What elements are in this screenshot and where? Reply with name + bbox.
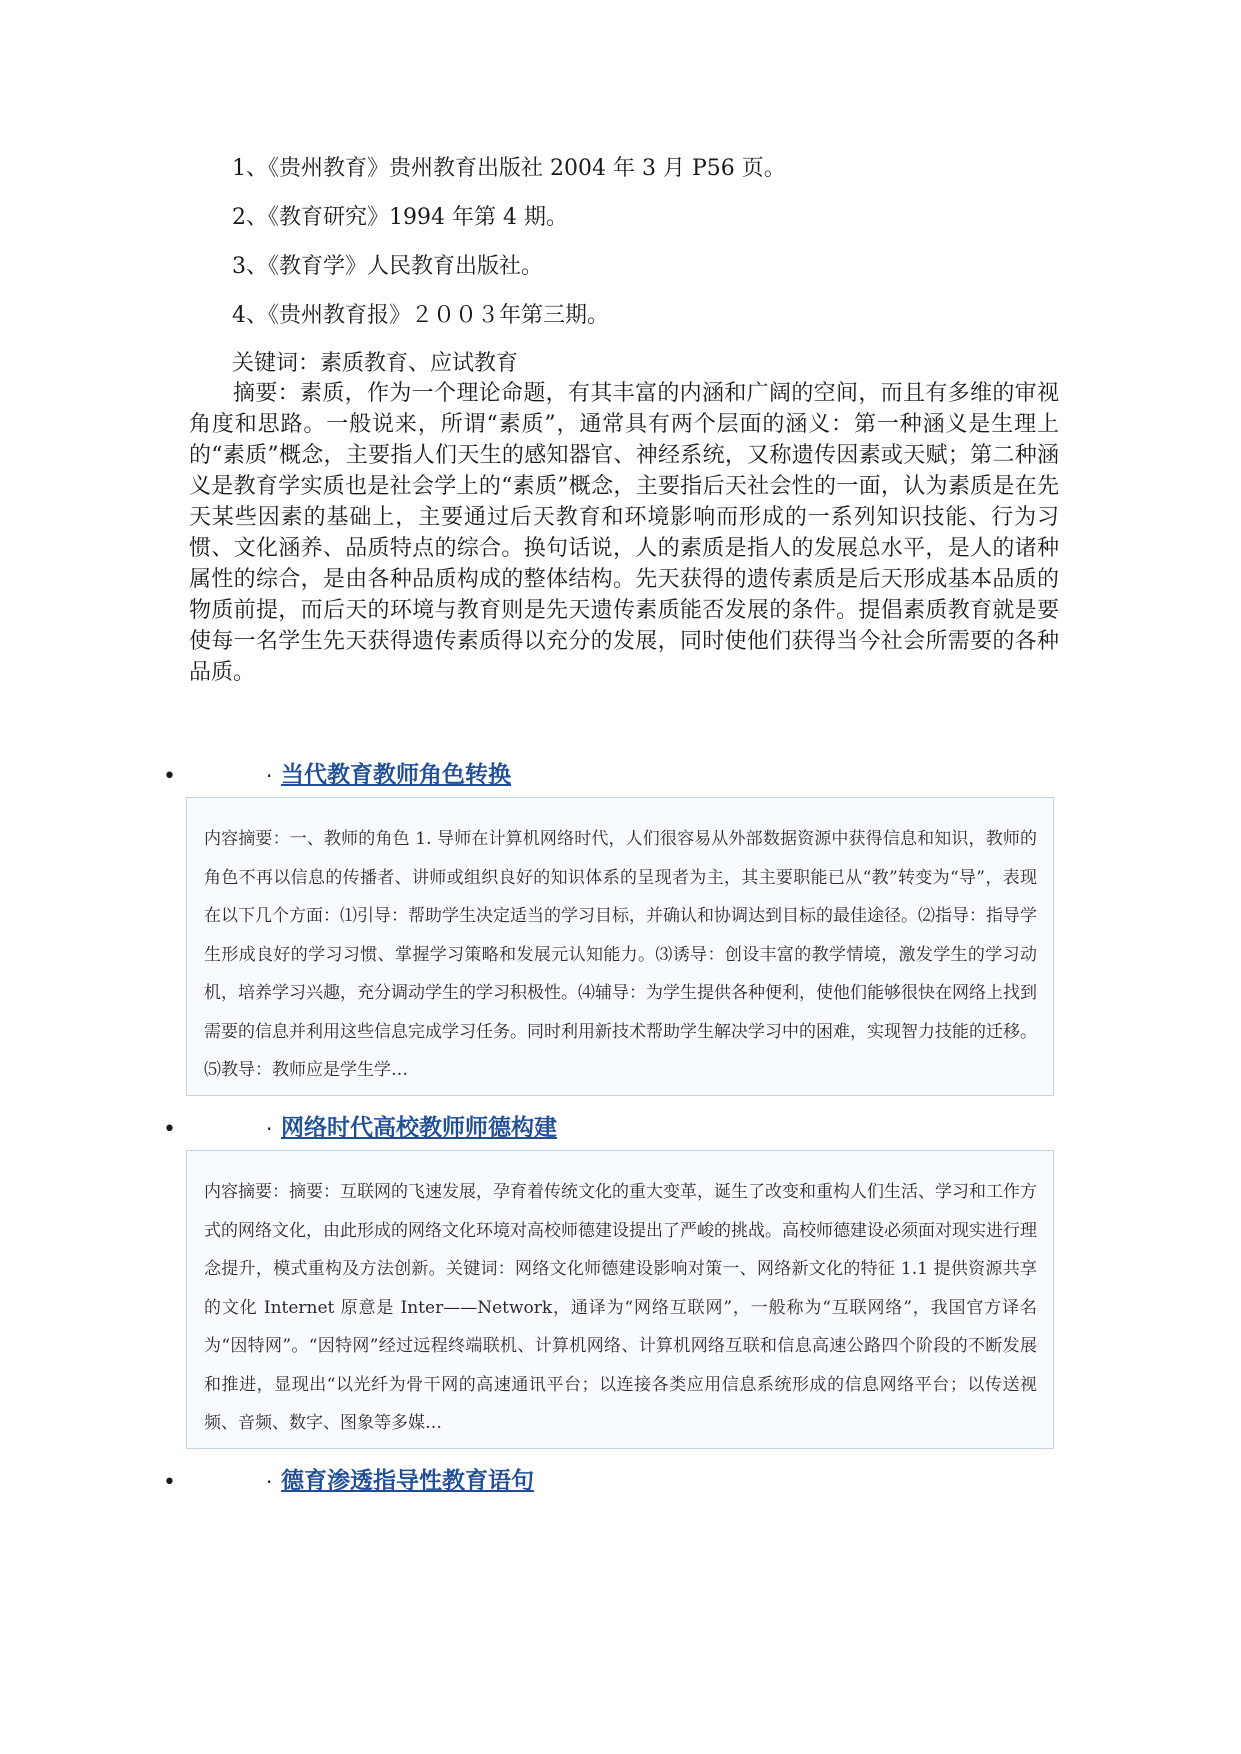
- reference-item: 3、《教育学》人民教育出版社。: [232, 254, 543, 279]
- dot-icon: ·: [266, 764, 273, 788]
- bullet-icon: •: [163, 764, 176, 789]
- article-title-link[interactable]: 网络时代高校教师师德构建: [281, 1115, 557, 1141]
- article-header: [0, 1466, 1241, 1500]
- keywords-line: 关键词：素质教育、应试教育: [232, 351, 519, 376]
- article-title-link[interactable]: 德育渗透指导性教育语句: [281, 1468, 534, 1494]
- article-header: [0, 1113, 1241, 1147]
- reference-item: 4、《贵州教育报》２００３年第三期。: [232, 303, 609, 328]
- reference-item: 2、《教育研究》1994 年第 4 期。: [232, 205, 568, 230]
- dot-icon: ·: [266, 1470, 273, 1494]
- article-summary-box: [186, 1150, 1054, 1449]
- article-summary-box: [186, 797, 1054, 1096]
- article-summary: 内容摘要：摘要：互联网的飞速发展，孕育着传统文化的重大变革，诞生了改变和重构人们生活、学习和工作方式的网络文化，由此形成的网络文化环境对高校师德建设提出了严峻的挑战。高校师德建设必须面对现实进行理念提升，模式重构及方法创新。关键词：网络文化师德建设影响对策一、网络新文化的特征 1.1 提供资源共享的文化 Internet 原意是 Inter——Network，通译为“网络互联网”，一般称为“互联网络”，我国官方译名为“因特网”。“因特网”经过远程终端联机、计算机网络、计算机网络互联和信息高速公路四个阶段的不断发展和推进，显现出“以光纤为骨干网的高速通讯平台；以连接各类应用信息系统形成的信息网络平台；以传送视频、音频、数字、图象等多媒…: [204, 1182, 1037, 1433]
- article-title-link[interactable]: 当代教育教师角色转换: [281, 762, 511, 788]
- bullet-icon: •: [163, 1470, 176, 1495]
- reference-item: 1、《贵州教育》贵州教育出版社 2004 年 3 月 P56 页。: [232, 156, 786, 181]
- abstract-paragraph: 摘要：素质，作为一个理论命题，有其丰富的内涵和广阔的空间，而且有多维的审视角度和思路。一般说来，所谓“素质”，通常具有两个层面的涵义：第一种涵义是生理上的“素质”概念，主要指人们天生的感知器官、神经系统，又称遗传因素或天赋；第二种涵义是教育学实质也是社会学上的“素质”概念，主要指后天社会性的一面，认为素质是在先天某些因素的基础上，主要通过后天教育和环境影响而形成的一系列知识技能、行为习惯、文化涵养、品质特点的综合。换句话说，人的素质是指人的发展总水平，是人的诸种属性的综合，是由各种品质构成的整体结构。先天获得的遗传素质是后天形成基本品质的物质前提，而后天的环境与教育则是先天遗传素质能否发展的条件。提倡素质教育就是要使每一名学生先天获得遗传素质得以充分的发展，同时使他们获得当今社会所需要的各种品质。: [189, 381, 1059, 685]
- bullet-icon: •: [163, 1117, 176, 1142]
- dot-icon: ·: [266, 1117, 273, 1141]
- reference-list: [232, 156, 1112, 352]
- article-summary: 内容摘要：一、教师的角色 1. 导师在计算机网络时代，人们很容易从外部数据资源中获得信息和知识，教师的角色不再以信息的传播者、讲师或组织良好的知识体系的呈现者为主，其主要职能已从“教”转变为“导”，表现在以下几个方面：⑴引导：帮助学生决定适当的学习目标，并确认和协调达到目标的最佳途径。⑵指导：指导学生形成良好的学习习惯、掌握学习策略和发展元认知能力。⑶诱导：创设丰富的教学情境，激发学生的学习动机，培养学习兴趣，充分调动学生的学习积极性。⑷辅导：为学生提供各种便利，使他们能够很快在网络上找到需要的信息并利用这些信息完成学习任务。同时利用新技术帮助学生解决学习中的困难，实现智力技能的迁移。⑸教导：教师应是学生学…: [204, 829, 1037, 1080]
- article-header: [0, 760, 1241, 794]
